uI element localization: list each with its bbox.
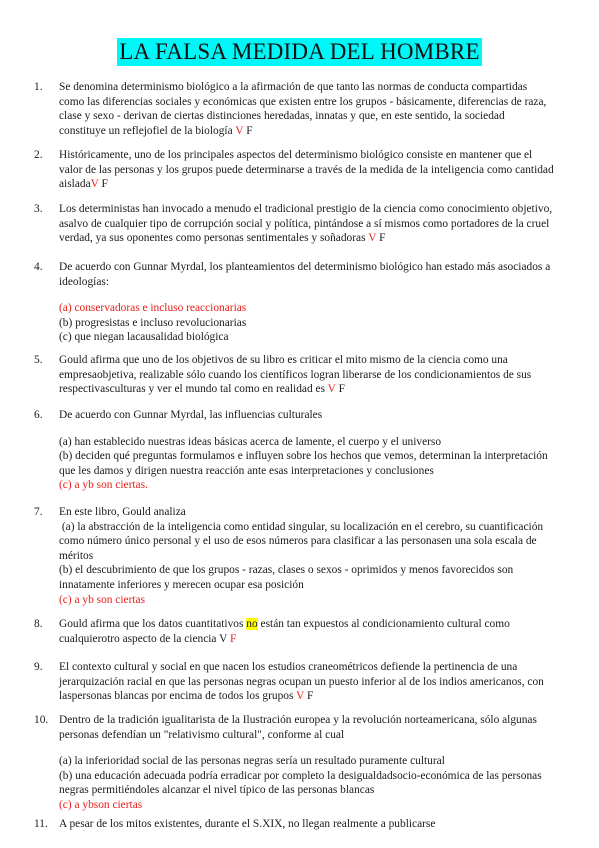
question-number: 4. bbox=[34, 261, 43, 273]
question-text: A pesar de los mitos existentes, durante el S.XIX, no llegan realmente a publicarse bbox=[59, 818, 436, 830]
question-6 bbox=[34, 408, 554, 493]
option-a: (a) conservadoras e incluso reaccionarias bbox=[59, 302, 247, 315]
option-a: (a) la inferioridad social de las personas negras sería un resultado puramente cultural bbox=[59, 755, 445, 768]
question-text: Se denomina determinismo biológico a la afirmación de que tanto las normas de conducta compartidas como las diferencias sociales y económicas que existen entre los grupos - básicamente, diferencias de raza, clase y sexo - derivan de ciertas distinciones heredadas, innatas y que, en este sentido, la sociedad constituye un reflejofiel de la biología bbox=[59, 81, 547, 137]
answer-v-marker: V bbox=[219, 632, 228, 645]
document-title: LA FALSA MEDIDA DEL HOMBRE bbox=[119, 39, 480, 64]
question-number: 6. bbox=[34, 409, 43, 421]
answer-v-marker: V bbox=[90, 178, 99, 191]
question-text: Dentro de la tradición igualitarista de la Ilustración europea y la revolución norteamericana, sólo algunas personas defendían un "relativismo cultural", conforme al cual bbox=[59, 714, 537, 741]
answer-f-marker: F bbox=[101, 178, 108, 191]
question-9 bbox=[34, 660, 554, 704]
question-text: En este libro, Gould analiza bbox=[59, 506, 186, 518]
question-number: 8. bbox=[34, 618, 43, 630]
question-text: El contexto cultural y social en que nacen los estudios craneométricos defiende la pertinencia de una jerarquización racial en que las personas negras ocupan un puesto inferior al de los indios americanos, con laspersonas blancas por encima de todos los grupos bbox=[59, 661, 544, 703]
question-number: 5. bbox=[34, 354, 43, 366]
question-text: Gould afirma que uno de los objetivos de su libro es criticar el mito mismo de la ciencia como una empresaobjetiva, realizable sólo cuando los científicos logran liberarse de los condicionamientos de sus respectivasculturas y ver el mundo tal como en realidad es bbox=[59, 354, 532, 396]
question-number: 10. bbox=[34, 714, 49, 726]
option-c: (c) a yb son ciertas bbox=[59, 593, 146, 606]
answer-v-marker: V bbox=[368, 232, 377, 245]
question-2 bbox=[34, 148, 554, 192]
question-4 bbox=[34, 260, 554, 345]
question-11 bbox=[34, 817, 554, 832]
option-c: (c) a yb son ciertas. bbox=[59, 479, 148, 492]
answer-f-marker: F bbox=[306, 690, 314, 703]
answer-f-marker: F bbox=[338, 383, 345, 396]
option-a: (a) han establecido nuestras ideas básicas acerca de lamente, el cuerpo y el universo bbox=[59, 435, 442, 448]
question-1 bbox=[34, 80, 554, 138]
option-c: (c) a ybson ciertas bbox=[59, 798, 143, 811]
question-number: 11. bbox=[34, 818, 48, 830]
question-text: Gould afirma que los datos cuantitativos bbox=[59, 618, 244, 630]
answer-v-marker: V bbox=[296, 690, 305, 703]
answer-f-marker: F bbox=[230, 632, 237, 645]
answer-v-marker: V bbox=[327, 383, 336, 396]
answer-f-marker: F bbox=[246, 124, 253, 137]
option-a: (a) la abstracción de la inteligencia como entidad singular, su localización en el cerebro, su cuantificación como número único personal y el uso de esos números para clasificar a las personasen una sola escala de méritos bbox=[59, 520, 546, 562]
question-10 bbox=[34, 713, 554, 813]
option-b: (b) deciden qué preguntas formulamos e influyen sobre los hechos que vemos, determinan la interpretación que les damos y dirigen nuestra reacción ante esas interpretaciones y conclusiones bbox=[59, 450, 548, 477]
question-8 bbox=[34, 617, 554, 646]
question-text-cont: están tan expuestos al condicionamiento cultural como cualquierotro aspecto de la ciencia bbox=[59, 618, 510, 645]
question-number: 3. bbox=[34, 203, 43, 215]
question-number: 1. bbox=[34, 81, 43, 93]
question-text: Históricamente, uno de los principales aspectos del determinismo biológico consiste en mantener que el valor de las personas y los grupos puede determinarse a través de la medida de la inteligencia como cantidad aislada bbox=[59, 149, 554, 191]
question-5 bbox=[34, 353, 554, 397]
question-text: Los deterministas han invocado a menudo el tradicional prestigio de la ciencia como conocimiento objetivo, asalvo de cualquier tipo de corrupción social y política, pintándose a sí mismos como portadores de la cruel verdad, ya sus oponentes como personas sentimentales y soñadoras bbox=[59, 203, 553, 245]
answer-v-marker: V bbox=[235, 124, 244, 137]
option-b: (b) el descubrimiento de que los grupos - razas, clases o sexos - oprimidos y menos favorecidos son innatamente inferiores y merecen ocupar esa posición bbox=[59, 564, 514, 591]
title-container bbox=[0, 38, 599, 66]
question-3 bbox=[34, 202, 554, 246]
question-number: 9. bbox=[34, 661, 43, 673]
option-b: (b) una educación adecuada podría erradicar por completo la desigualdadsocio-económica de las personas negras permitiéndoles alcanzar el nivel típico de las personas blancas bbox=[59, 769, 542, 797]
question-number: 7. bbox=[34, 506, 43, 518]
highlighted-word: no bbox=[246, 618, 258, 630]
question-number: 2. bbox=[34, 149, 43, 161]
question-7 bbox=[34, 505, 554, 607]
question-text: De acuerdo con Gunnar Myrdal, los planteamientos del determinismo biológico han estado más asociados a ideologías: bbox=[59, 261, 551, 288]
option-c: (c) que niegan lacausalidad biológica bbox=[59, 331, 229, 344]
option-b: (b) progresistas e incluso revolucionarias bbox=[59, 316, 247, 329]
answer-f-marker: F bbox=[379, 232, 386, 245]
question-text: De acuerdo con Gunnar Myrdal, las influencias culturales bbox=[59, 409, 323, 421]
